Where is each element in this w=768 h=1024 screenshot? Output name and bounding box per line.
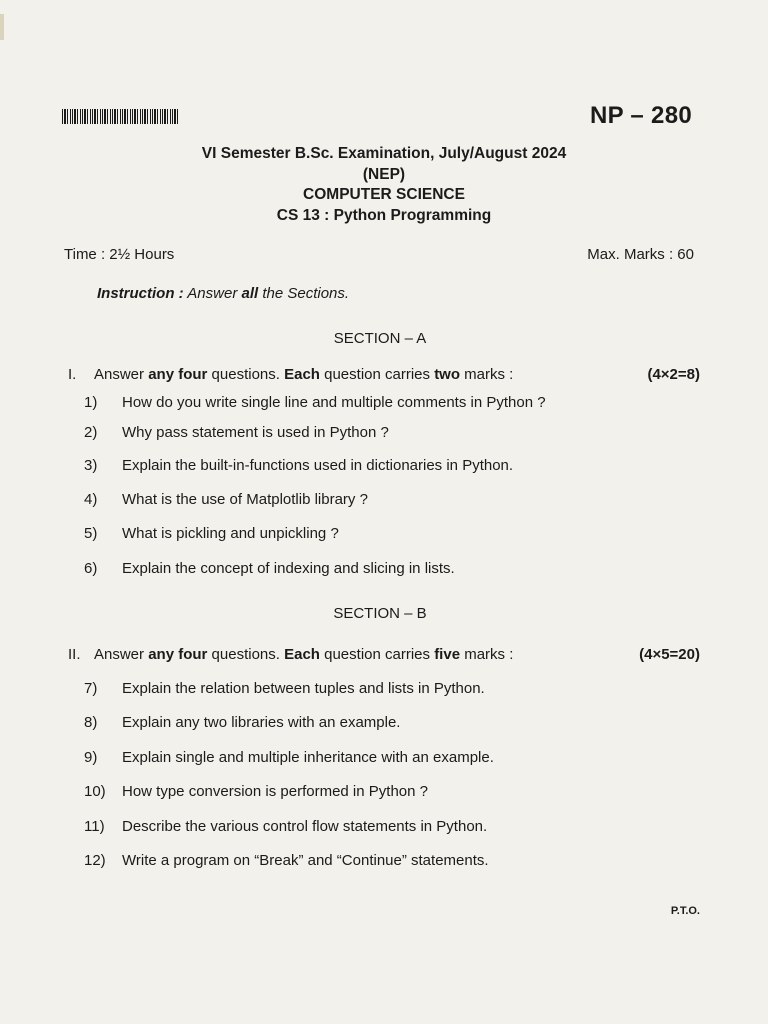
question-item	[84, 525, 339, 542]
question-text: Explain single and multiple inheritance with an example.	[122, 749, 494, 766]
section-b-numeral: II.	[68, 646, 81, 663]
question-item	[84, 457, 513, 474]
section-b-text-2: questions.	[207, 646, 285, 663]
question-item	[84, 491, 368, 508]
instruction-text-post: the Sections.	[258, 285, 350, 302]
question-text: Explain any two libraries with an example.	[122, 714, 401, 731]
section-b-instruction	[68, 646, 700, 663]
section-b-text-6: marks :	[460, 646, 514, 663]
section-a-title: SECTION – A	[333, 330, 427, 347]
question-text: Explain the built-in-functions used in dictionaries in Python.	[122, 457, 514, 474]
section-a-text-1: any four	[148, 366, 208, 383]
section-a-text-6: marks :	[460, 366, 514, 383]
question-item	[84, 714, 400, 731]
exam-scheme: (NEP)	[362, 165, 406, 183]
question-item	[84, 818, 487, 835]
question-text: How do you write single line and multiple comments in Python ?	[122, 394, 546, 411]
question-number: 10)	[84, 783, 106, 800]
question-text: What is pickling and unpickling ?	[122, 525, 339, 542]
question-item	[84, 560, 455, 577]
question-text: Describe the various control flow statements in Python.	[122, 818, 488, 835]
section-b-text-5: five	[434, 646, 461, 663]
paper-edge-mark	[0, 14, 4, 40]
section-a-text-4: question carries	[319, 366, 435, 383]
question-number: 4)	[84, 491, 98, 508]
question-number: 8)	[84, 714, 98, 731]
section-b-text-4: question carries	[319, 646, 435, 663]
question-text: Write a program on “Break” and “Continue” statements.	[122, 852, 489, 869]
question-item	[84, 680, 485, 697]
instruction-text-bold: all	[241, 285, 259, 302]
section-a-text-0: Answer	[94, 366, 149, 383]
paper-code: NP – 280	[589, 102, 692, 129]
question-text: What is the use of Matplotlib library ?	[122, 491, 368, 508]
section-a-numeral: I.	[68, 366, 77, 383]
instruction-text-pre: Answer	[187, 285, 242, 302]
exam-title: VI Semester B.Sc. Examination, July/August 2024	[201, 145, 567, 162]
question-item	[84, 783, 428, 800]
section-b-title: SECTION – B	[333, 605, 427, 622]
barcode	[62, 109, 180, 124]
subject-name: COMPUTER SCIENCE	[303, 186, 465, 203]
question-number: 3)	[84, 457, 98, 474]
section-a-instruction	[68, 366, 700, 383]
section-b-text-3: Each	[284, 646, 320, 663]
section-a-text-5: two	[434, 366, 461, 383]
section-b-text-1: any four	[148, 646, 208, 663]
question-number: 6)	[84, 560, 98, 577]
question-text: Explain the relation between tuples and lists in Python.	[122, 680, 485, 697]
question-number: 12)	[84, 852, 106, 869]
question-item	[84, 424, 389, 441]
section-b-text-0: Answer	[94, 646, 149, 663]
instruction	[97, 285, 349, 302]
question-text: How type conversion is performed in Python ?	[122, 783, 428, 800]
question-item	[84, 394, 546, 411]
time-allowed: Time : 2½ Hours	[64, 246, 175, 263]
section-a-text-2: questions.	[207, 366, 285, 383]
instruction-label: Instruction :	[97, 285, 184, 302]
question-number: 2)	[84, 424, 98, 441]
section-a-marks: (4×2=8)	[647, 366, 700, 383]
max-marks: Max. Marks : 60	[587, 246, 694, 263]
question-number: 1)	[84, 394, 98, 411]
question-number: 5)	[84, 525, 98, 542]
question-number: 7)	[84, 680, 98, 697]
question-item	[84, 749, 494, 766]
question-number: 11)	[84, 818, 105, 835]
please-turn-over: P.T.O.	[670, 905, 700, 917]
question-number: 9)	[84, 749, 98, 766]
section-a-text-3: Each	[284, 366, 320, 383]
question-item	[84, 852, 489, 869]
exam-header	[0, 144, 768, 226]
question-text: Why pass statement is used in Python ?	[122, 424, 389, 441]
section-b-marks: (4×5=20)	[639, 646, 700, 663]
question-text: Explain the concept of indexing and slicing in lists.	[122, 560, 455, 577]
course-title: CS 13 : Python Programming	[276, 206, 492, 224]
